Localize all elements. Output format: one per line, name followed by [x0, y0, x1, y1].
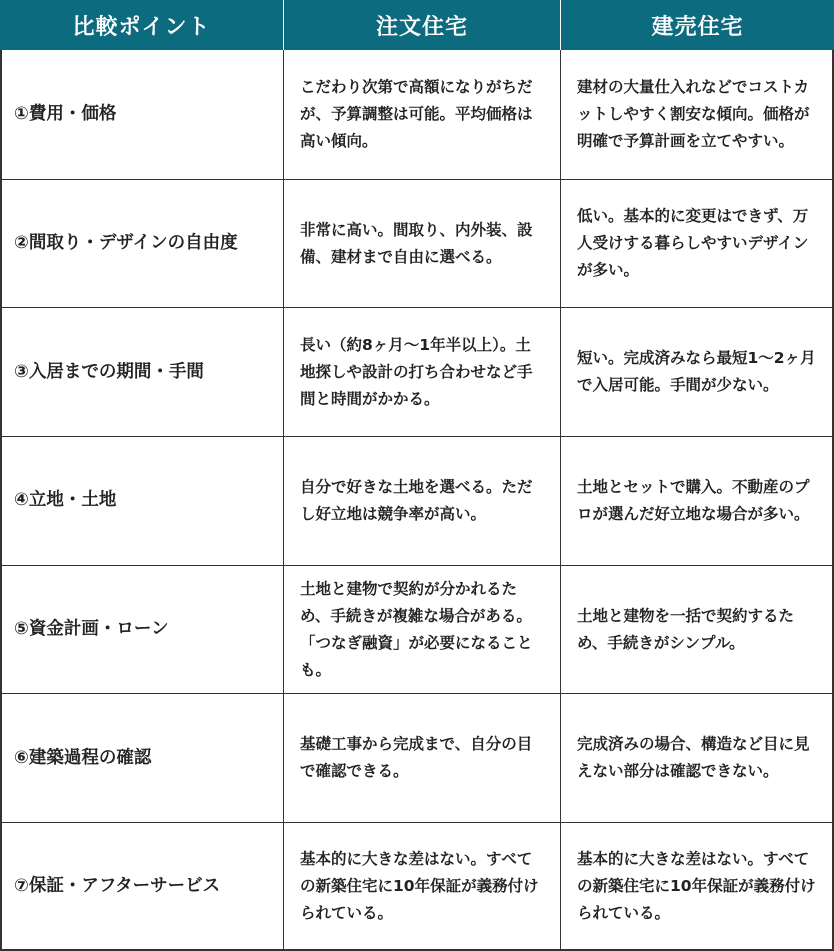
row-7-custom: 基本的に大きな差はない。すべての新築住宅に10年保証が義務付けられている。	[283, 822, 560, 951]
row-4-ready: 土地とセットで購入。不動産のプロが選んだ好立地な場合が多い。	[560, 436, 834, 565]
row-6-point: ⑥建築過程の確認	[0, 693, 283, 822]
row-3-point: ③入居までの期間・手間	[0, 307, 283, 436]
row-1-point: ①費用・価格	[0, 50, 283, 179]
row-6-custom: 基礎工事から完成まで、自分の目で確認できる。	[283, 693, 560, 822]
row-4-point: ④立地・土地	[0, 436, 283, 565]
row-5-ready: 土地と建物を一括で契約するため、手続きがシンプル。	[560, 565, 834, 694]
row-5-custom: 土地と建物で契約が分かれるため、手続きが複雑な場合がある。「つなぎ融資」が必要になることも。	[283, 565, 560, 694]
header-comparison-point: 比較ポイント	[0, 0, 283, 50]
row-7-ready: 基本的に大きな差はない。すべての新築住宅に10年保証が義務付けられている。	[560, 822, 834, 951]
header-ready-built-home: 建売住宅	[560, 0, 834, 50]
row-2-custom: 非常に高い。間取り、内外装、設備、建材まで自由に選べる。	[283, 179, 560, 308]
row-7-point: ⑦保証・アフターサービス	[0, 822, 283, 951]
row-2-point: ②間取り・デザインの自由度	[0, 179, 283, 308]
row-1-custom: こだわり次第で高額になりがちだが、予算調整は可能。平均価格は高い傾向。	[283, 50, 560, 179]
row-4-custom: 自分で好きな土地を選べる。ただし好立地は競争率が高い。	[283, 436, 560, 565]
row-3-custom: 長い（約8ヶ月〜1年半以上）。土地探しや設計の打ち合わせなど手間と時間がかかる。	[283, 307, 560, 436]
row-3-ready: 短い。完成済みなら最短1〜2ヶ月で入居可能。手間が少ない。	[560, 307, 834, 436]
header-custom-home: 注文住宅	[283, 0, 560, 50]
row-5-point: ⑤資金計画・ローン	[0, 565, 283, 694]
row-2-ready: 低い。基本的に変更はできず、万人受けする暮らしやすいデザインが多い。	[560, 179, 834, 308]
row-1-ready: 建材の大量仕入れなどでコストカットしやすく割安な傾向。価格が明確で予算計画を立てやすい。	[560, 50, 834, 179]
row-6-ready: 完成済みの場合、構造など目に見えない部分は確認できない。	[560, 693, 834, 822]
